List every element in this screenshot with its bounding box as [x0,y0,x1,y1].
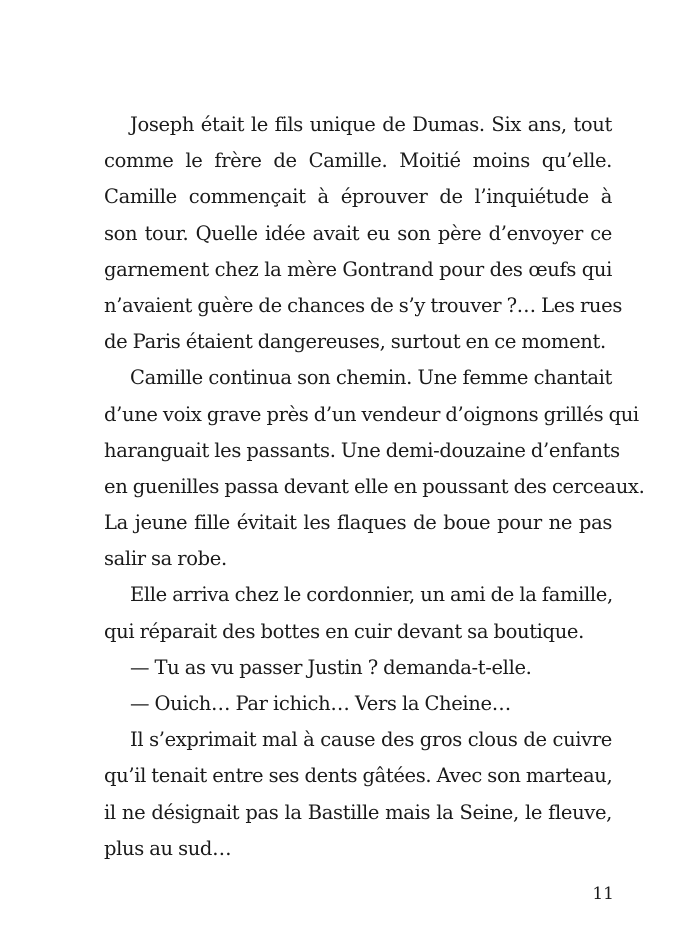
paragraph-2-line-4: en guenilles passa devant elle en poussant des cerceaux. [104,474,645,498]
paragraph-4-line-2: qu’il tenait entre ses dents gâtées. Avec son marteau, [104,764,613,788]
paragraph-1-line-4: son tour. Quelle idée avait eu son père d’envoyer ce [104,221,612,245]
paragraph-1-line-2: comme le frère de Camille. Moitié moins qu’elle. [104,149,612,173]
paragraph-1-line-7: de Paris étaient dangereuses, surtout en ce moment. [104,330,606,354]
paragraph-1-line-3: Camille commençait à éprouver de l’inquiétude à [104,185,612,209]
paragraph-2-line-5: La jeune fille évitait les flaques de boue pour ne pas [104,511,612,535]
paragraph-4-line-4: plus au sud… [104,836,232,860]
dialogue-line-1: — Tu as vu passer Justin ? demanda-t-elle. [130,655,532,679]
paragraph-2-line-3: haranguait les passants. Une demi-douzaine d’enfants [104,438,620,462]
paragraph-2-line-1: Camille continua son chemin. Une femme chantait [130,366,612,390]
paragraph-4-line-1: Il s’exprimait mal à cause des gros clous de cuivre [130,728,612,752]
page-number: 11 [592,884,614,904]
paragraph-2-line-6: salir sa robe. [104,547,227,571]
paragraph-1-line-6: n’avaient guère de chances de s’y trouver ?… Les rues [104,293,622,317]
paragraph-1-line-1: Joseph était le fils unique de Dumas. Six ans, tout [130,113,612,136]
dialogue-line-2: — Ouich… Par ichich… Vers la Cheine… [130,692,511,715]
paragraph-3-line-1: Elle arriva chez le cordonnier, un ami de la famille, [130,583,613,607]
paragraph-1-line-5: garnement chez la mère Gontrand pour des œufs qui [104,257,612,281]
paragraph-4-line-3: il ne désignait pas la Bastille mais la Seine, le fleuve, [104,800,612,824]
paragraph-2-line-2: d’une voix grave près d’un vendeur d’oignons grillés qui [104,402,639,426]
body-text [104,107,645,867]
paragraph-3-line-2: qui réparait des bottes en cuir devant sa boutique. [104,619,584,643]
